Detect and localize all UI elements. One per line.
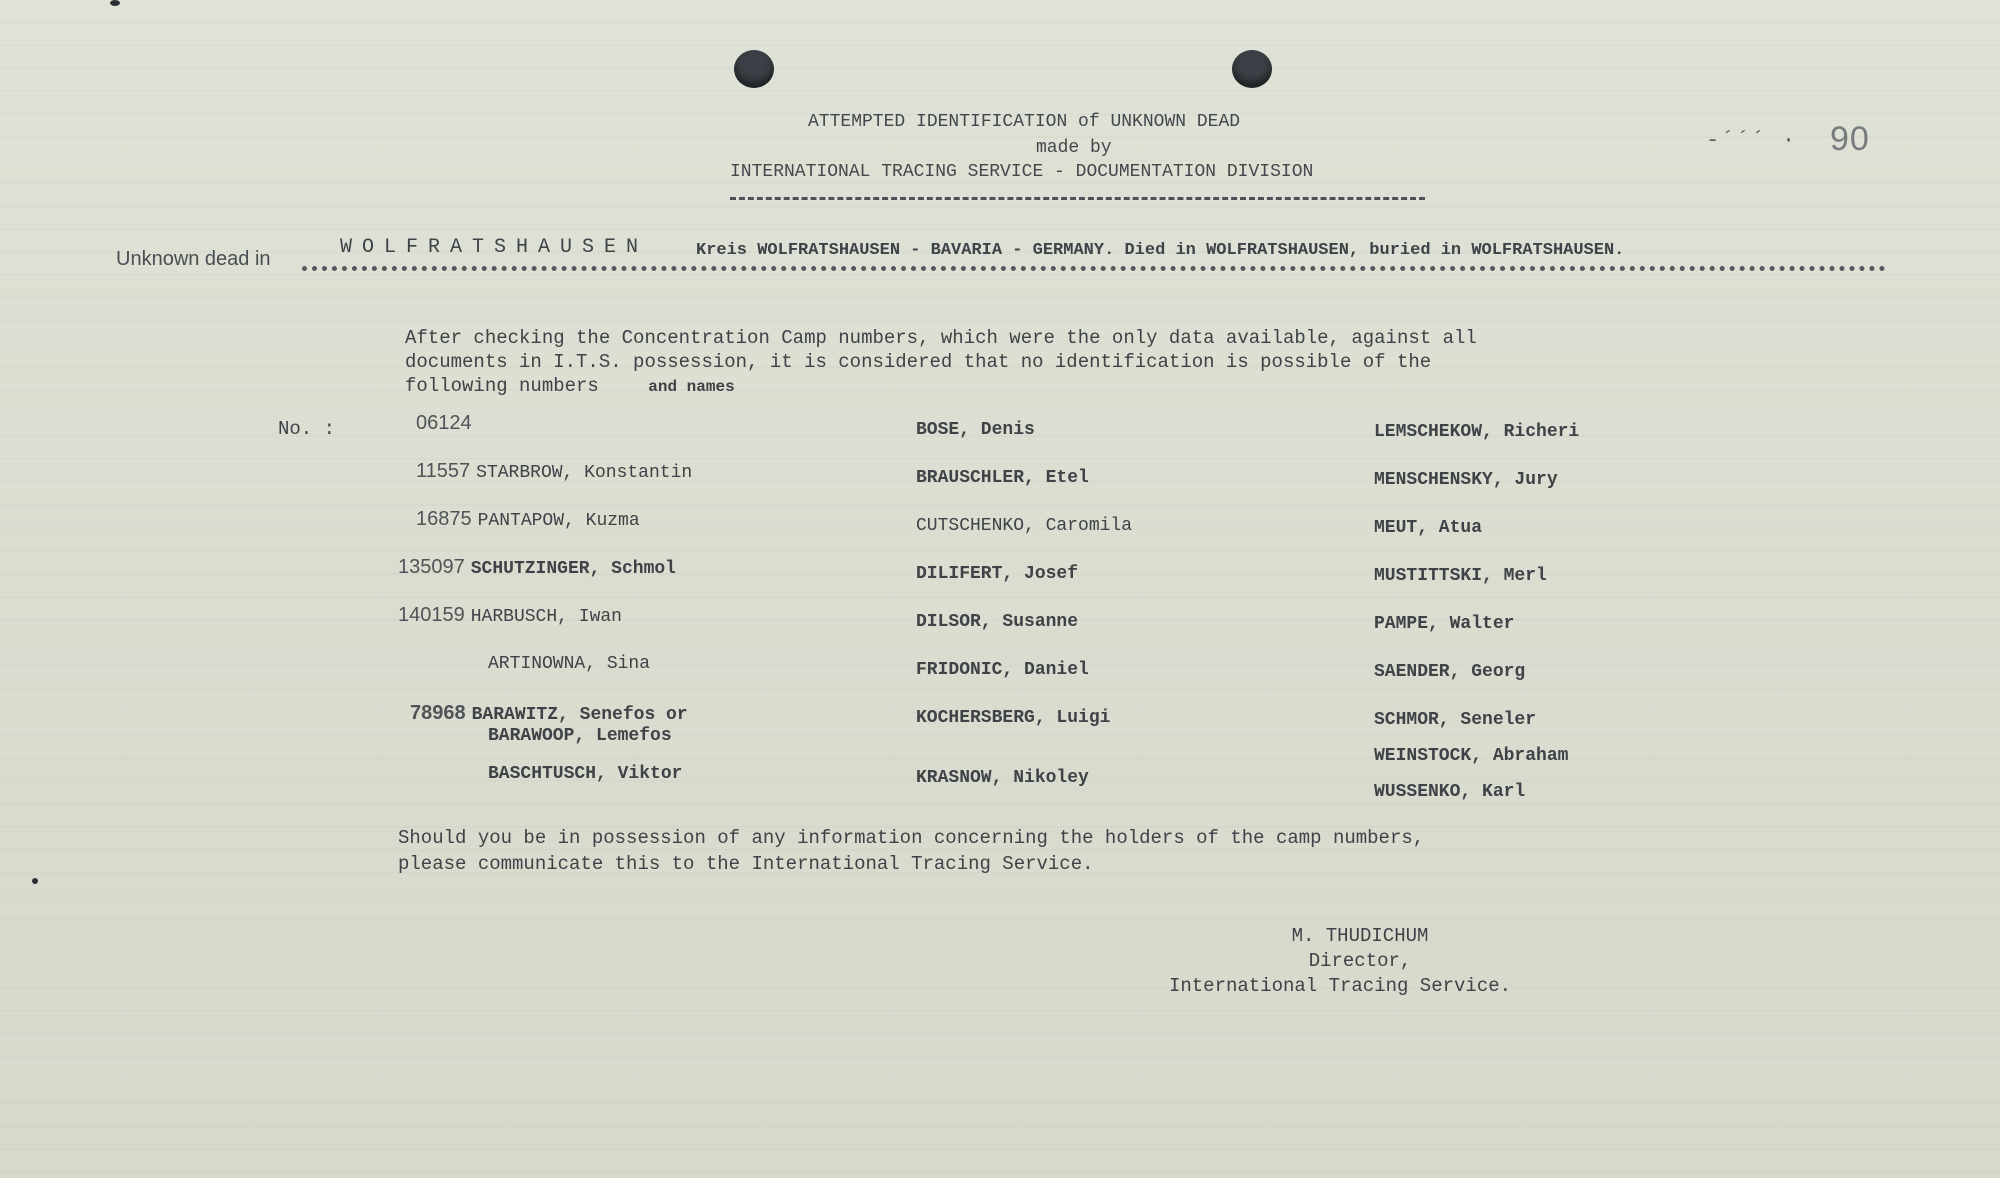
list-item [488,764,682,784]
signature-block [1140,924,1540,999]
list-item [416,508,640,531]
person-name: BASCHTUSCH, Viktor [488,764,683,784]
list-item: MENSCHENSKY, Jury [1374,470,1558,490]
ink-speck [32,878,38,884]
intro-line-1: After checking the Concentration Camp numbers, which were the only data available, against all [405,327,1477,349]
ink-speck [110,0,120,6]
camp-number: 135097 [398,556,465,578]
person-name: PANTAPOW, Kuzma [477,511,640,531]
list-item: BRAUSCHLER, Etel [916,468,1089,488]
list-item: LEMSCHEKOW, Richeri [1374,422,1580,442]
list-item [398,604,622,627]
signatory-name: M. THUDICHUM [1291,925,1429,947]
signatory-org: International Tracing Service. [1168,975,1512,997]
punch-hole-left [734,50,774,88]
list-item [410,702,688,725]
list-item: DILIFERT, Josef [916,564,1079,584]
list-item [398,556,676,579]
place-details: Kreis WOLFRATSHAUSEN - BAVARIA - GERMANY. Died in WOLFRATSHAUSEN, buried in WOLFRATSHAUSEN. [696,241,1625,260]
person-name: HARBUSCH, Iwan [470,607,622,627]
list-item [488,726,672,746]
list-item [416,412,478,435]
list-item: SCHMOR, Seneler [1374,710,1537,730]
camp-number: 78968 [410,702,466,724]
list-item: WEINSTOCK, Abraham [1374,746,1569,766]
list-item: PAMPE, Walter [1374,614,1515,634]
signatory-title: Director, [1308,950,1412,972]
header-line-1: ATTEMPTED IDENTIFICATION of UNKNOWN DEAD [808,112,1241,132]
list-item: FRIDONIC, Daniel [916,660,1089,680]
intro-line-3-b: and names [648,378,735,396]
punch-hole-right [1232,50,1272,88]
dotted-fill-line [302,266,1886,271]
person-name: SCHUTZINGER, Schmol [470,559,676,579]
intro-line-3-a: following numbers [405,375,599,397]
list-item: SAENDER, Georg [1374,662,1526,682]
person-name: BARAWOOP, Lemefos [488,726,672,746]
list-item: WUSSENKO, Karl [1374,782,1526,802]
list-item: KOCHERSBERG, Luigi [916,708,1111,728]
camp-number: 11557 [416,460,471,482]
closing-line-1: Should you be in possession of any information concerning the holders of the camp numbers, [398,827,1425,849]
intro-line-2: documents in I.T.S. possession, it is considered that no identification is possible of the [405,351,1432,373]
person-name: ARTINOWNA, Sina [488,654,651,674]
list-item: MUSTITTSKI, Merl [1374,566,1547,586]
person-name: STARBROW, Konstantin [476,463,693,483]
closing-line-2: please communicate this to the International Tracing Service. [398,853,1094,875]
header-underline [730,197,1425,200]
header-line-2: made by [1036,138,1112,158]
person-name: BARAWITZ, Senefos or [471,705,688,725]
camp-number: 16875 [416,508,472,530]
list-item: BOSE, Denis [916,420,1035,440]
number-label: No. : [278,418,336,440]
list-item: KRASNOW, Nikoley [916,768,1089,788]
intro-line-3 [405,374,735,399]
list-item: MEUT, Atua [1374,518,1483,538]
list-item: CUTSCHENKO, Caromila [916,516,1133,536]
document-number-prefix: -´´´ · [1706,128,1798,153]
list-item [488,654,650,674]
header-line-3: INTERNATIONAL TRACING SERVICE - DOCUMENTATION DIVISION [730,162,1314,182]
camp-number: 06124 [416,412,472,434]
place-main: WOLFRATSHAUSEN [340,236,649,259]
unknown-dead-label: Unknown dead in [116,248,271,270]
document-number: 90 [1830,120,1870,158]
list-item: DILSOR, Susanne [916,612,1079,632]
list-item [416,460,692,483]
camp-number: 140159 [398,604,465,626]
